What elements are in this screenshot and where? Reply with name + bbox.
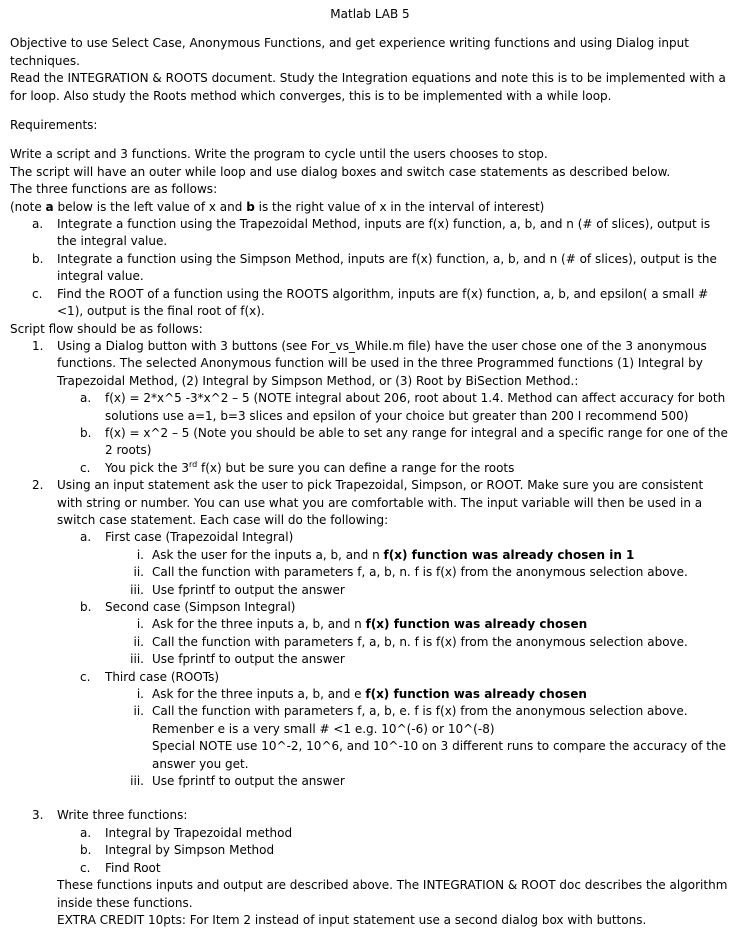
step-3-c: c. Find Root <box>80 860 161 875</box>
step-2-a-iii: iii. Use fprintf to output the answer <box>130 582 345 597</box>
step-2-a: a. First case (Trapezoidal Integral) <box>80 530 294 545</box>
step-3: 3. Write three functions: <box>32 808 188 823</box>
step-1-a: a. f(x) = 2*x^5 -3*x^2 – 5 (NOTE integral about 206, root about 1.4. Method can affect accuracy for both solutions use a=1, b=3 slices and epsilon of your choice but greater than 200 I recommend 500) <box>80 391 726 423</box>
function-item-a: a. Integrate a function using the Trapezoidal Method, inputs are f(x) function, a, b, and n (# of slices), output is the integral value. <box>32 217 711 249</box>
objective-paragraph: Objective to use Select Case, Anonymous Functions, and get experience writing functions and using Dialog input techniques. <box>10 36 689 68</box>
req-line: The three functions are as follows: <box>10 182 218 197</box>
page-title: Matlab LAB 5 <box>330 7 410 21</box>
step-3-b: b. Integral by Simpson Method <box>80 843 275 858</box>
step-2-b-ii: ii. Call the function with parameters f, a, b, n. f is f(x) from the anonymous selection above. <box>133 634 688 649</box>
step-1-b: b. f(x) = x^2 – 5 (Note you should be able to set any range for integral and a specific range for one of the 2 roots) <box>80 425 728 458</box>
step-3-note: These functions inputs and output are described above. The INTEGRATION & ROOT doc describes the algorithm inside these functions. <box>57 878 728 910</box>
interval-note: (note a below is the left value of x and b is the right value of x in the interval of interest) <box>10 199 545 214</box>
function-item-b: b. Integrate a function using the Simpson Method, inputs are f(x) function, a, b, and n (# of slices), output is the integral value. <box>32 251 717 284</box>
step-2-c-iii: iii. Use fprintf to output the answer <box>130 774 345 789</box>
step-2-c-ii: ii. Call the function with parameters f, a, b, e. f is f(x) from the anonymous selection above. <box>133 704 688 719</box>
requirements-heading: Requirements: <box>10 118 98 133</box>
function-item-c: c. Find the ROOT of a function using the ROOTS algorithm, inputs are f(x) function, a, b, and epsilon( a small # <1), output is the final root of f(x). <box>32 286 709 319</box>
step-3-a: a. Integral by Trapezoidal method <box>80 825 293 840</box>
step-1: 1. Using a Dialog button with 3 buttons (see For_vs_While.m file) have the user chose one of the 3 anonymous functions. The selected Anonymous function will be used in the three Programmed functions (1) Integral by Trapezoidal Method, (2) Integral by Simpson Method, or (3) Root by BiSection Method.: <box>32 338 707 388</box>
step-2: 2. Using an input statement ask the user to pick Trapezoidal, Simpson, or ROOT. Make sure you are consistent with string or number. You can use what you are comfortable with. The input variable will then be used in a switch case statement. Each case will do the following: <box>32 478 704 527</box>
step-2-c-ii-note: Remenber e is a very small # <1 e.g. 10^(-6) or 10^(-8) <box>152 721 495 736</box>
step-2-a-ii: ii. Call the function with parameters f, a, b, n. f is f(x) from the anonymous selection above. <box>133 565 688 580</box>
step-2-b-i: i. Ask for the three inputs a, b, and n f(x) function was already chosen <box>136 617 588 632</box>
req-line: The script will have an outer while loop and use dialog boxes and switch case statements as described below. <box>10 164 671 179</box>
flow-heading: Script flow should be as follows: <box>10 321 203 336</box>
step-2-b-iii: iii. Use fprintf to output the answer <box>130 652 345 667</box>
step-2-c-i: i. Ask for the three inputs a, b, and e f(x) function was already chosen <box>136 687 587 702</box>
step-2-c: c. Third case (ROOTs) <box>80 669 220 684</box>
step-2-c-ii-special-note: Special NOTE use 10^-2, 10^6, and 10^-10 on 3 different runs to compare the accuracy of the answer you get. <box>152 739 726 771</box>
step-1-c: c. You pick the 3rd f(x) but be sure you can define a range for the roots <box>80 459 515 475</box>
step-2-b: b. Second case (Simpson Integral) <box>80 600 296 614</box>
document-page <box>10 6 730 929</box>
extra-credit-note: EXTRA CREDIT 10pts: For Item 2 instead of input statement use a second dialog box with buttons. <box>57 912 647 927</box>
req-line: Write a script and 3 functions. Write the program to cycle until the users chooses to stop. <box>10 147 548 162</box>
step-2-a-i: i. Ask the user for the inputs a, b, and n f(x) function was already chosen in 1 <box>136 547 635 562</box>
read-paragraph: Read the INTEGRATION & ROOTS document. Study the Integration equations and note this is to be implemented with a for loop. Also study the Roots method which converges, this is to be implemented with a while loop. <box>10 71 726 103</box>
